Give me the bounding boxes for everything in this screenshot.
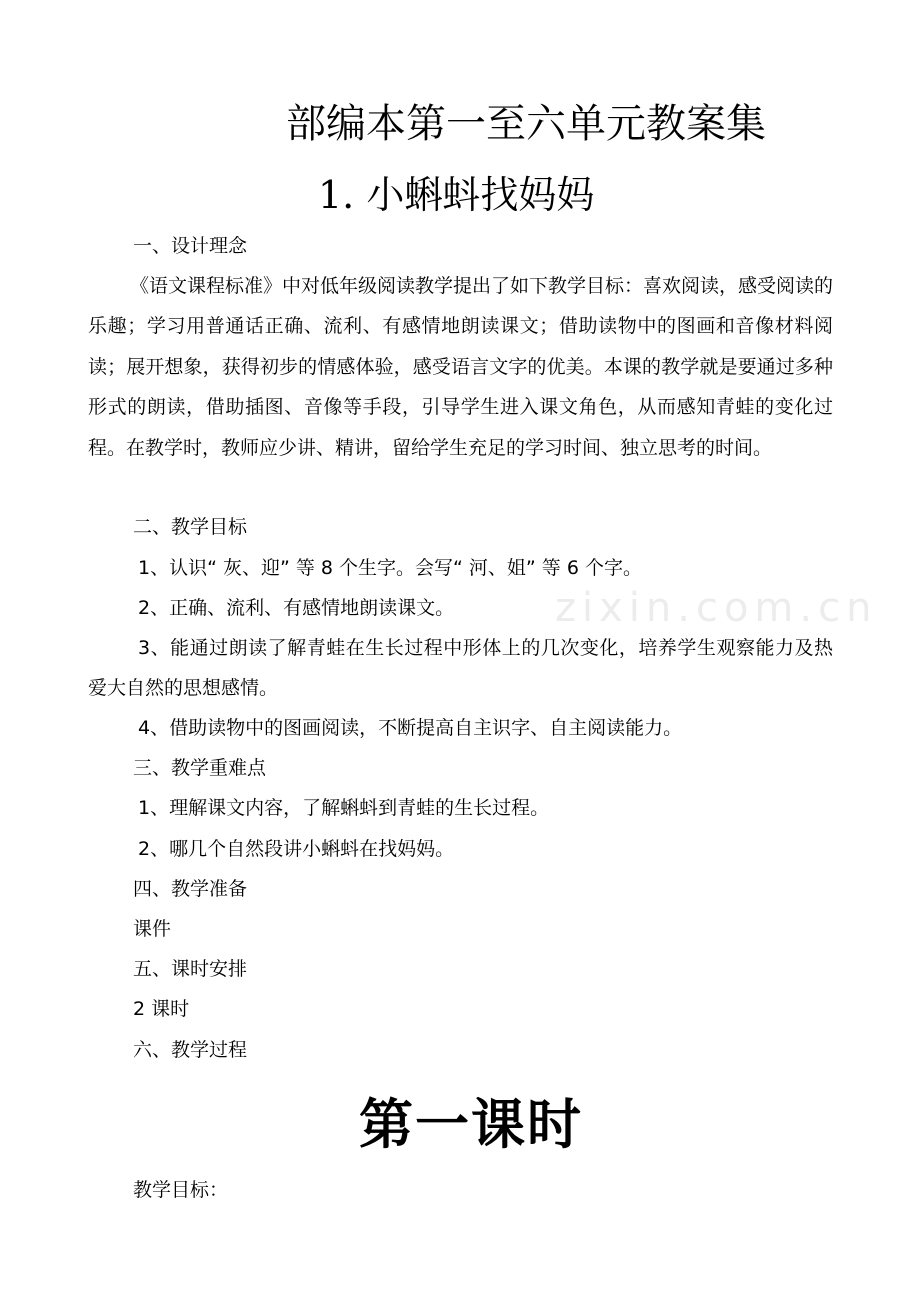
- key-point-1: 1、理解课文内容，了解蝌蚪到青蛙的生长过程。: [138, 797, 550, 819]
- section-heading-schedule: 五、课时安排: [133, 958, 248, 980]
- section-heading-goals: 二、教学目标: [133, 516, 248, 538]
- section-body-preparation: 课件: [133, 918, 172, 940]
- period-goal-label: 教学目标：: [133, 1179, 229, 1201]
- section-heading-key-points: 三、教学重难点: [133, 757, 267, 779]
- goal-item-1: 1、认识“ 灰、迎” 等 8 个生字。会写“ 河、姐” 等 6 个字。: [138, 557, 642, 579]
- period-heading: 第一课时: [359, 1093, 583, 1156]
- section-heading-design: 一、设计理念: [133, 235, 248, 257]
- lesson-title-text: 1. 小蝌蚪找妈妈: [318, 173, 595, 217]
- key-point-2: 2、哪几个自然段讲小蝌蚪在找妈妈。: [138, 838, 455, 860]
- section-body-design: 《语文课程标准》中对低年级阅读教学提出了如下教学目标：喜欢阅读，感受阅读的乐趣；学习用普通话正确、流利、有感情地朗读课文；借助读物中的图画和音像材料阅读；展开想象，获得初步的情感体验，感受语言文字的优美。本课的教学就是要通过多种形式的朗读，借助插图、音像等手段，引导学生进入课文角色，从而感知青蛙的变化过程。在教学时，教师应少讲、精讲，留给学生充足的学习时间、独立思考的时间。: [88, 275, 834, 459]
- watermark: zixin.com.cn: [555, 585, 878, 631]
- goal-item-2: 2、正确、流利、有感情地朗读课文。: [138, 597, 455, 619]
- section-heading-preparation: 四、教学准备: [133, 878, 248, 900]
- section-body-schedule: 2 课时: [133, 998, 190, 1020]
- section-heading-process: 六、教学过程: [133, 1039, 248, 1061]
- goal-item-4: 4、借助读物中的图画阅读，不断提高自主识字、自主阅读能力。: [138, 717, 683, 739]
- document-title: 部编本第一至六单元教案集: [286, 101, 766, 147]
- goal-item-3: 3、能通过朗读了解青蛙在生长过程中形体上的几次变化，培养学生观察能力及热爱大自然的思想感情。: [88, 637, 833, 700]
